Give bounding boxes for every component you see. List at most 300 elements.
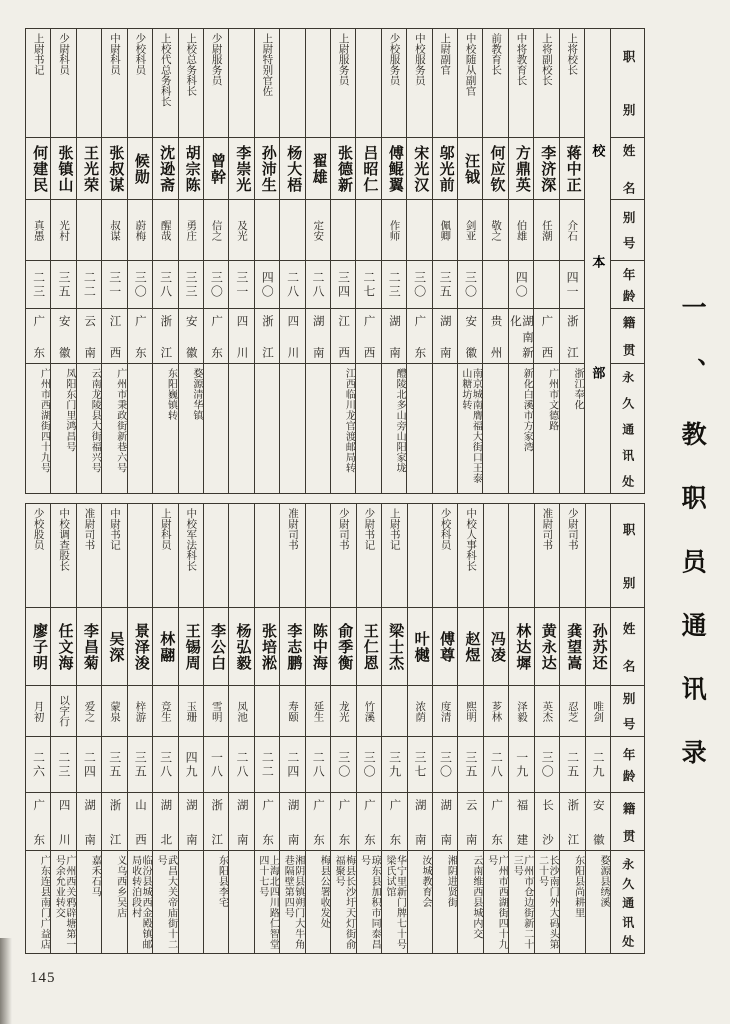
person-column [203,504,228,953]
person-address: 梅县长沙圩天灯街俞福聚号 [331,850,355,953]
header-name: 姓名 [611,607,644,685]
person-address [179,850,203,953]
person-column [305,29,330,493]
person-alias: 真愚 [26,199,50,260]
person-name: 黄永达 [535,607,559,685]
person-alias: 龙光 [331,685,355,736]
person-name: 叶樾 [408,607,432,685]
person-column [76,29,101,493]
person-alias: 定安 [306,199,330,260]
person-age: 三九 [382,736,406,792]
person-address [407,363,431,493]
person-name: 陈中海 [306,607,330,685]
person-origin: 广东 [306,792,330,850]
person-origin: 安徽 [51,308,75,363]
person-column [482,29,507,493]
header-origin: 籍贯 [611,792,644,850]
person-origin: 广东 [128,308,152,363]
person-position: 少尉服务员 [210,33,222,86]
person-position: 中校人事科长 [465,508,477,571]
person-column [330,29,355,493]
person-address: 婺源县绣溪 [586,850,610,953]
person-age: 四〇 [255,260,279,308]
person-alias [382,685,406,736]
person-origin: 湖南 [382,308,406,363]
person-position: 准尉司书 [287,508,299,550]
person-position [128,504,152,607]
person-position [306,29,330,137]
person-age: 三四 [331,260,355,308]
person-column [355,29,380,493]
directory-tables [25,28,645,963]
person-alias: 英杰 [535,685,559,736]
person-age: 二四 [280,736,304,792]
person-address [483,363,507,493]
person-column [178,29,203,493]
header-alias: 别号 [611,685,644,736]
person-position [229,29,253,137]
person-alias: 泽毅 [509,685,533,736]
person-origin: 湖北 [153,792,177,850]
person-age: 三五 [128,736,152,792]
person-name: 邬光前 [433,137,457,199]
person-age: 二三 [26,260,50,308]
person-name: 杨弘毅 [229,607,253,685]
person-age: 三三 [179,260,203,308]
person-alias: 芗林 [484,685,508,736]
person-position: 上尉科员 [159,508,171,550]
person-alias: 光村 [51,199,75,260]
person-address: 婺源清华镇 [179,363,203,493]
person-origin: 广东 [407,308,431,363]
person-alias [280,199,304,260]
person-origin: 四川 [51,792,75,850]
person-origin: 湖南 [229,792,253,850]
person-age: 二六 [26,736,50,792]
person-address: 临汾县城西金殿镇邮局收转泊段村 [128,850,152,953]
person-column [50,504,75,953]
person-column [26,504,50,953]
person-position: 少校科员 [439,508,451,550]
person-column [50,29,75,493]
person-position: 少尉书记 [363,508,375,550]
person-address: 南京城南膺福大街口王泰山糖坊转 [458,363,482,493]
person-origin: 浙江 [560,792,584,850]
person-name: 沈逊斋 [153,137,177,199]
person-name: 赵煜 [458,607,482,685]
person-alias: 及光 [229,199,253,260]
person-address: 上海北四川路仁智堂四十七号 [255,850,279,953]
main-campus-table [25,28,645,494]
person-address: 醴陵北多山旁山阳家垅 [382,363,406,493]
person-origin: 湖南 [280,792,304,850]
person-alias: 醒哉 [153,199,177,260]
person-age: 三〇 [458,260,482,308]
person-alias: 介石 [560,199,584,260]
person-column [406,29,431,493]
person-name: 汪钺 [458,137,482,199]
person-age: 三〇 [331,736,355,792]
person-address [356,363,380,493]
person-position [229,504,253,607]
person-alias [331,199,355,260]
person-position: 上尉服务员 [337,33,349,86]
person-position [484,504,508,607]
person-name: 吴深 [102,607,126,685]
person-address: 义乌西乡吴店 [102,850,126,953]
person-alias: 月初 [26,685,50,736]
person-address: 长沙南门外大码头第二十号 [535,850,559,953]
person-position: 上尉副官 [439,33,451,75]
person-origin: 湖南新化 [509,308,533,363]
person-column [483,504,508,953]
person-address: 浙江奉化 [560,363,584,493]
person-column [101,29,126,493]
person-position: 中尉科员 [108,33,120,75]
person-column [127,29,152,493]
person-position [255,504,279,607]
person-column [152,29,177,493]
person-age: 二九 [586,736,610,792]
person-origin: 山西 [128,792,152,850]
person-origin: 广西 [356,308,380,363]
person-origin: 湖南 [306,308,330,363]
person-address: 湘阴县镇朔门大牛角巷隔壁第四号 [280,850,304,953]
person-origin: 广西 [534,308,558,363]
person-column [76,504,101,953]
person-position [77,29,101,137]
person-address: 汝城教育会 [408,850,432,953]
person-name: 王仁恩 [357,607,381,685]
person-age: 三〇 [128,260,152,308]
person-name: 张德新 [331,137,355,199]
person-name: 张培淞 [255,607,279,685]
person-age: 二二 [77,260,101,308]
person-address: 云南维西县城内交 [458,850,482,953]
person-name: 何建民 [26,137,50,199]
person-position: 中将教育长 [515,33,527,86]
page-number: 145 [30,970,56,986]
person-name: 景泽浚 [128,607,152,685]
person-column [279,29,304,493]
person-column [508,504,533,953]
person-origin: 安徽 [179,308,203,363]
person-position [306,504,330,607]
person-address: 东阳县李宅 [204,850,228,953]
person-address: 广州西关鸦辟塘第一号余允业转交 [51,850,75,953]
person-origin: 广东 [484,792,508,850]
person-position: 少校服务员 [388,33,400,86]
person-address: 广州市秉政街新巷六号 [102,363,126,493]
person-origin: 浙江 [560,308,584,363]
person-column [26,29,50,493]
person-column [101,504,126,953]
person-address: 江西临川龙官渡邮局转 [331,363,355,493]
person-alias: 延生 [306,685,330,736]
person-address: 广州市仓边街新二十三号 [509,850,533,953]
person-origin: 四川 [229,308,253,363]
person-alias: 浓荫 [408,685,432,736]
header-position: 职别 [621,522,636,589]
person-age: 三五 [433,260,457,308]
person-name: 王光荣 [77,137,101,199]
person-address: 武昌大关帝庙街十二号 [153,850,177,953]
person-address: 广州市文德路 [534,363,558,493]
header-age: 年龄 [611,736,644,792]
person-column [381,29,406,493]
person-alias: 剑亚 [458,199,482,260]
person-alias: 爱之 [77,685,101,736]
person-origin: 云南 [458,792,482,850]
person-age: 三一 [102,260,126,308]
person-name: 宋光汉 [407,137,431,199]
person-age: 三〇 [204,260,228,308]
person-position: 上校代总务科长 [159,33,171,107]
person-column [533,29,558,493]
person-column [254,29,279,493]
person-column [407,504,432,953]
person-address [433,363,457,493]
person-position [204,504,228,607]
person-address: 广东连县南门广益店 [26,850,50,953]
person-position: 上将校长 [566,33,578,75]
person-address [229,850,253,953]
person-alias: 叔谋 [102,199,126,260]
person-alias: 佩卿 [433,199,457,260]
person-origin: 四川 [280,308,304,363]
person-name: 曾幹 [204,137,228,199]
person-age: 二七 [356,260,380,308]
person-name: 李崇光 [229,137,253,199]
person-origin: 湖南 [433,792,457,850]
person-name: 孙沛生 [255,137,279,199]
person-alias: 忍芝 [560,685,584,736]
person-position [280,29,304,137]
person-age: 二三 [382,260,406,308]
header-address: 永久通讯处 [611,363,644,493]
person-column [508,29,533,493]
person-column [305,504,330,953]
person-name: 俞季衡 [331,607,355,685]
person-age: 二八 [306,736,330,792]
person-name: 杨大梧 [280,137,304,199]
person-age: 二八 [229,736,253,792]
person-name: 孙苏还 [586,607,610,685]
person-position [408,504,432,607]
person-name: 吕昭仁 [356,137,380,199]
person-address: 梅县公署收发处 [306,850,330,953]
person-alias: 梓游 [128,685,152,736]
person-column [534,504,559,953]
person-name: 张镇山 [51,137,75,199]
person-column [457,504,482,953]
person-alias: 寿颐 [280,685,304,736]
person-column [381,504,406,953]
person-age: 二八 [280,260,304,308]
person-address: 东阳巍镇转 [153,363,177,493]
person-address: 东阳县尚耕里 [560,850,584,953]
person-age: 一八 [204,736,228,792]
person-alias: 蔚梅 [128,199,152,260]
person-address: 嘉禾石马 [77,850,101,953]
person-origin: 湖南 [433,308,457,363]
person-age: 三五 [51,260,75,308]
person-age: 三〇 [357,736,381,792]
person-age: 三〇 [433,736,457,792]
person-alias: 作师 [382,199,406,260]
person-position: 前教育长 [490,33,502,75]
person-alias: 雪明 [204,685,228,736]
person-age: 三五 [102,736,126,792]
person-origin: 广东 [382,792,406,850]
person-age: 三七 [408,736,432,792]
person-name: 张叔谋 [102,137,126,199]
person-age: 三八 [153,260,177,308]
header-address: 永久通讯处 [611,850,644,953]
person-position: 上将副校长 [540,33,552,86]
person-alias: 玉珊 [179,685,203,736]
person-origin: 广东 [255,792,279,850]
person-alias: 熙明 [458,685,482,736]
person-age [483,260,507,308]
person-origin: 江西 [102,308,126,363]
person-age: 三五 [458,736,482,792]
staff-table [25,503,645,954]
row-header-column [610,504,644,953]
person-position: 少尉司书 [566,508,578,550]
person-column [254,504,279,953]
person-position: 上尉书记 [32,33,44,75]
person-column [228,504,253,953]
person-column [559,29,584,493]
header-age: 年龄 [611,260,644,308]
person-address [280,363,304,493]
person-alias: 信之 [204,199,228,260]
person-position: 中校服务员 [413,33,425,86]
person-name: 候勋 [128,137,152,199]
person-position [586,504,610,607]
person-origin: 湖南 [77,792,101,850]
person-alias [356,199,380,260]
person-address: 琼东县加积市同泰昌号 [357,850,381,953]
person-origin: 湖南 [179,792,203,850]
person-age: 二八 [484,736,508,792]
person-origin: 江西 [331,308,355,363]
person-origin: 浙江 [153,308,177,363]
person-position: 准尉司书 [541,508,553,550]
person-name: 方鼎英 [509,137,533,199]
person-position [509,504,533,607]
person-alias: 凤池 [229,685,253,736]
person-position: 上校总务科长 [185,33,197,96]
person-origin: 福建 [509,792,533,850]
person-address: 湘阴进贤街 [433,850,457,953]
person-column [432,504,457,953]
person-age: 二五 [560,736,584,792]
person-age: 三一 [229,260,253,308]
person-column [203,29,228,493]
person-column [457,29,482,493]
person-age: 四九 [179,736,203,792]
person-origin: 浙江 [204,792,228,850]
person-alias: 竹溪 [357,685,381,736]
person-address: 新化白溪市方家湾 [509,363,533,493]
person-alias [77,199,101,260]
person-alias [255,685,279,736]
person-origin: 广东 [26,308,50,363]
person-address: 广州市西湖街四十九号 [26,363,50,493]
person-alias [407,199,431,260]
person-position: 中尉书记 [108,508,120,550]
person-column [127,504,152,953]
person-age: 一九 [509,736,533,792]
header-alias: 别号 [611,199,644,260]
person-age: 二八 [306,260,330,308]
person-name: 傅尊 [433,607,457,685]
person-age: 三〇 [407,260,431,308]
person-position [356,29,380,137]
person-origin: 广东 [26,792,50,850]
person-name: 翟雄 [306,137,330,199]
person-name: 冯凌 [484,607,508,685]
person-name: 龚望嵩 [560,607,584,685]
person-alias: 竞生 [153,685,177,736]
person-origin: 湖南 [408,792,432,850]
person-column [585,504,610,953]
person-address [306,363,330,493]
person-column [178,504,203,953]
row-header-column [610,29,644,493]
person-alias [255,199,279,260]
header-position: 职别 [621,50,636,116]
person-origin: 安徽 [458,308,482,363]
person-alias: 唯剑 [586,685,610,736]
person-name: 王锡周 [179,607,203,685]
person-name: 蒋中正 [560,137,584,199]
person-position: 中校随从副官 [464,33,476,96]
person-column [559,504,584,953]
header-origin: 籍贯 [611,308,644,363]
person-origin: 广东 [204,308,228,363]
person-column [330,504,355,953]
person-address [229,363,253,493]
person-age: 二三 [51,736,75,792]
person-column [152,504,177,953]
person-position: 上尉书记 [388,508,400,550]
person-position: 中校调查股长 [58,508,70,571]
person-age: 二二 [255,736,279,792]
person-column [356,504,381,953]
person-origin: 安徽 [586,792,610,850]
person-origin: 云南 [77,308,101,363]
section-title: 一、教职员通讯录 [678,294,706,764]
person-origin: 浙江 [102,792,126,850]
person-name: 梁士杰 [382,607,406,685]
person-position: 准尉司书 [83,508,95,550]
person-age: 三〇 [535,736,559,792]
person-position: 少校股员 [32,508,44,550]
person-name: 任文海 [51,607,75,685]
person-name: 李志鹏 [280,607,304,685]
person-name: 林翮 [153,607,177,685]
person-name: 廖子明 [26,607,50,685]
person-name: 傅鲲翼 [382,137,406,199]
person-origin: 广东 [357,792,381,850]
person-address [128,363,152,493]
person-address: 华宁里新门牌七十号梁氏试馆 [382,850,406,953]
person-age [534,260,558,308]
person-column [279,504,304,953]
